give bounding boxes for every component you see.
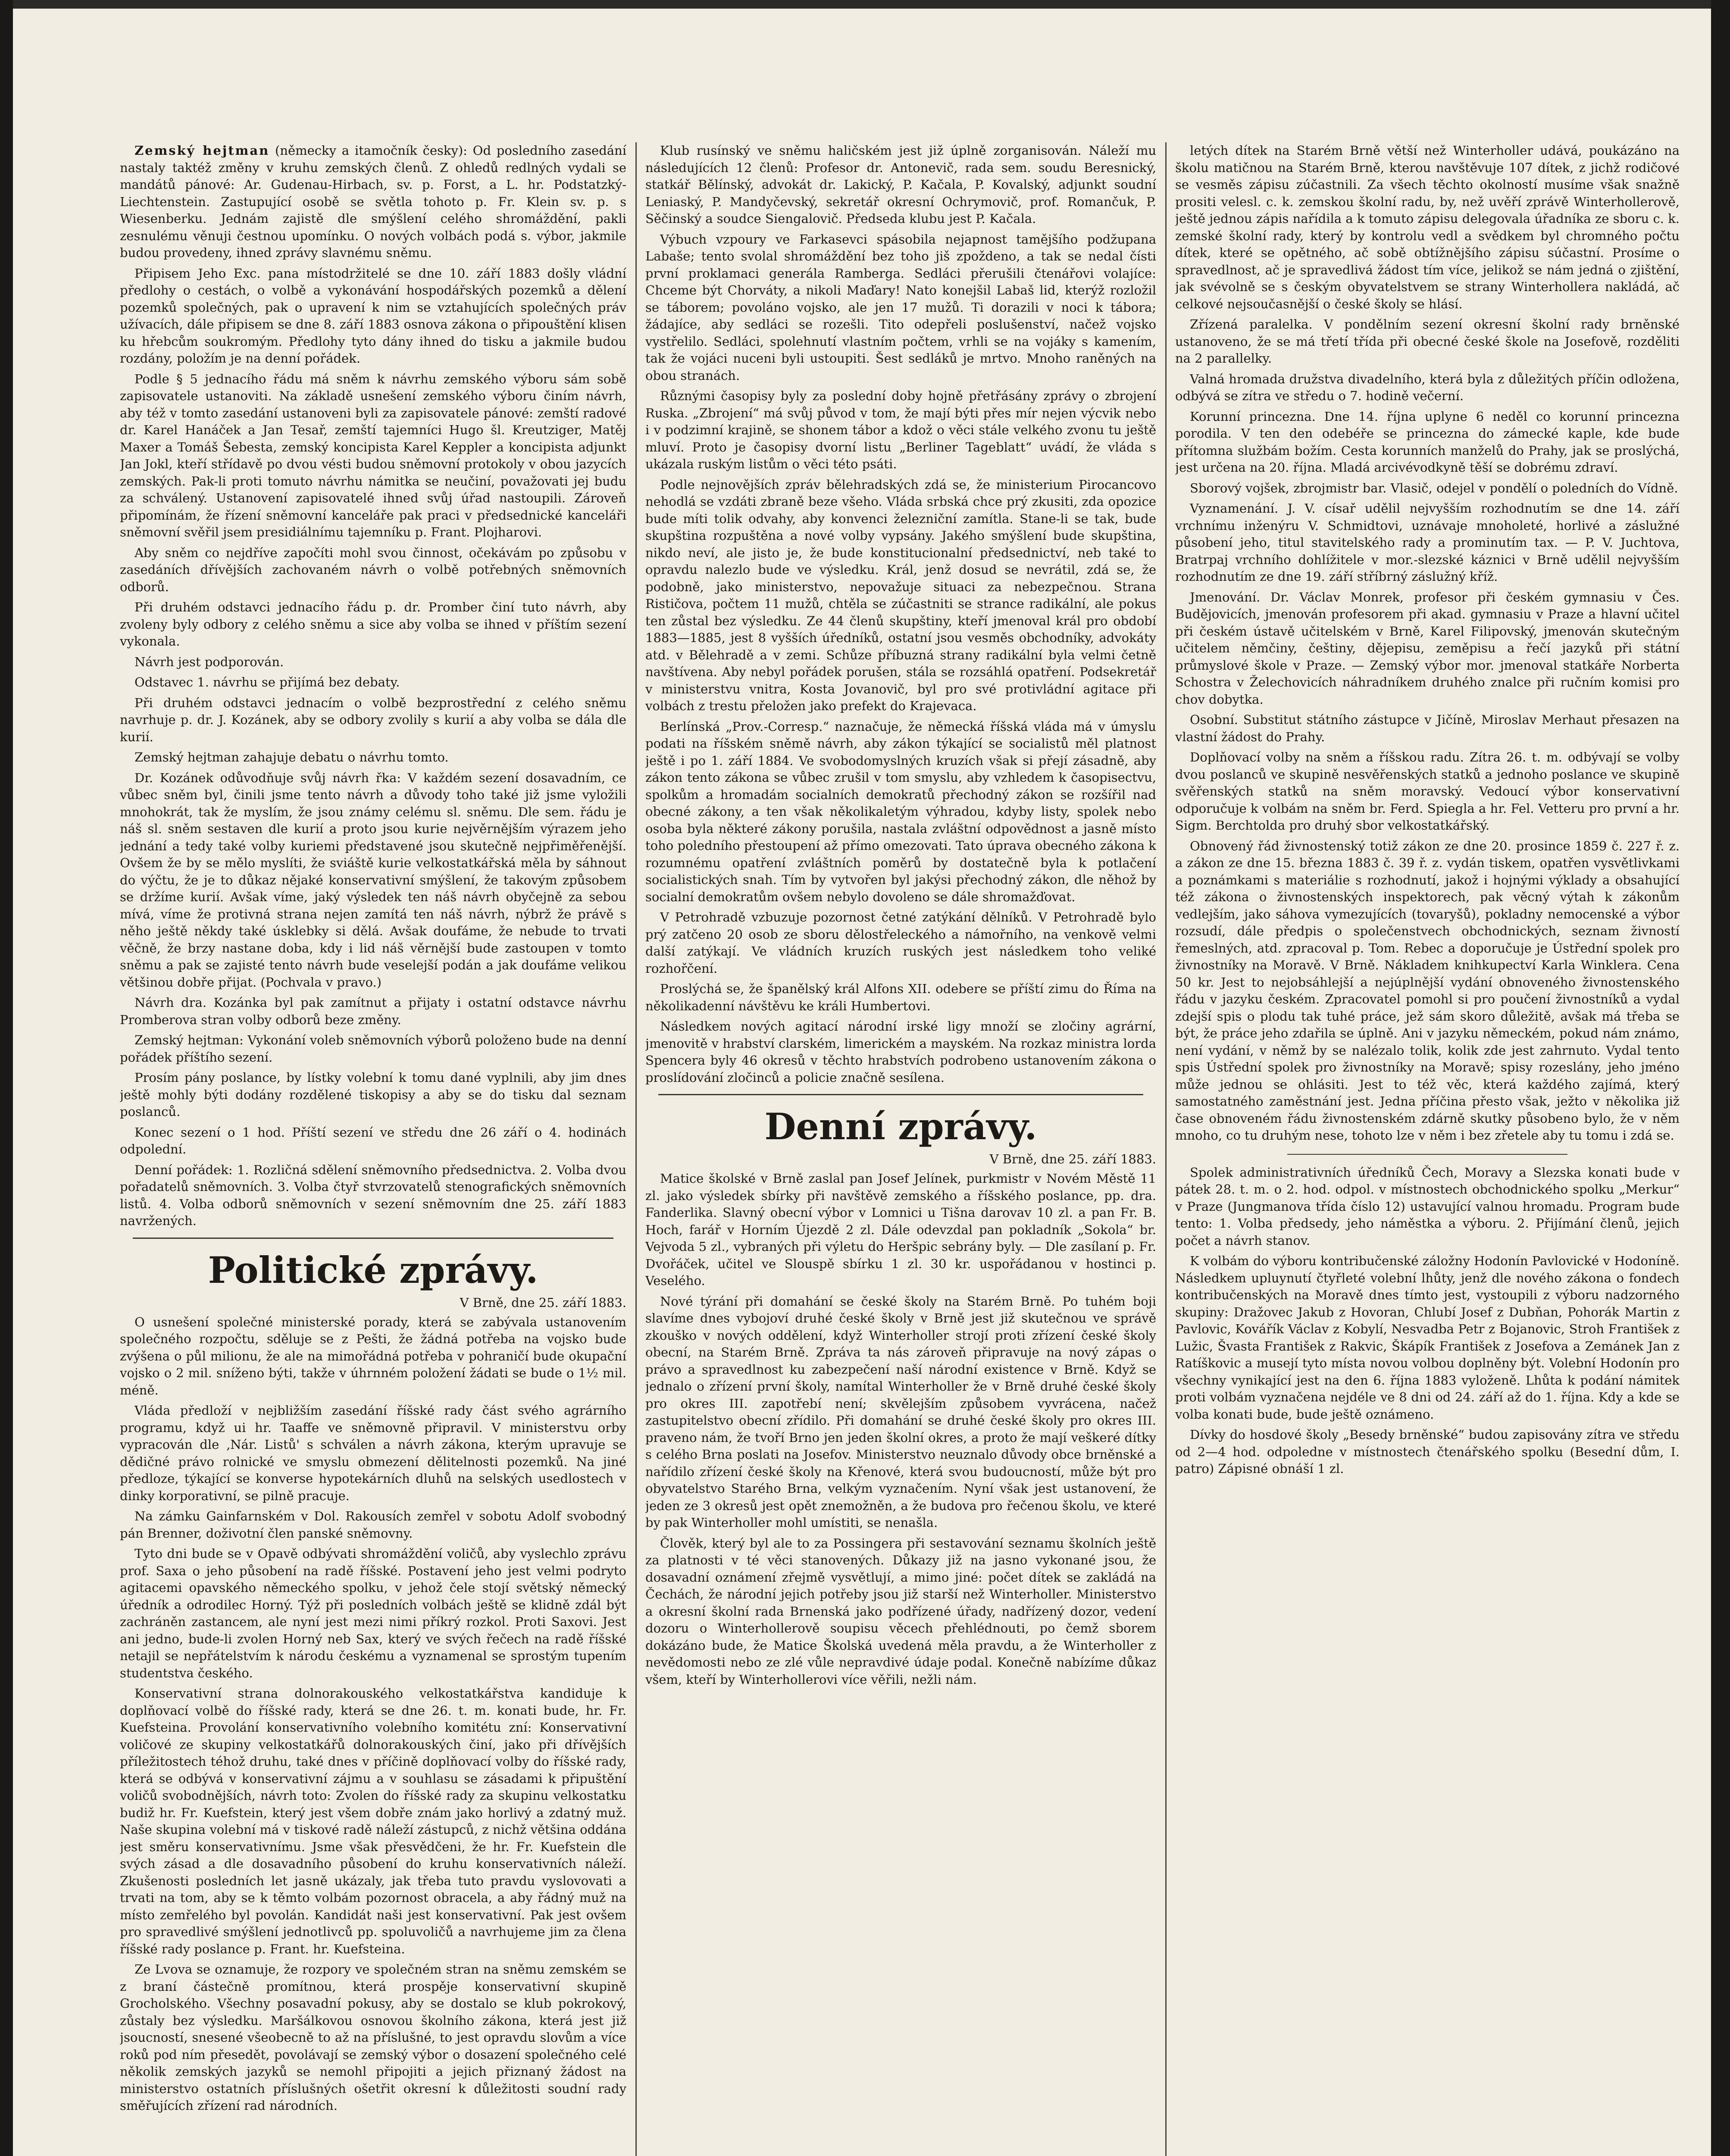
article-paragraph: Dívky do hosdové školy „Besedy brněnské“ budou zapisovány zítra ve středu od 2—4 hod. odpoledne v místnostech čtenářského spolku (Besední dům, I. patro) Zápisné obnáší 1 zl.: [1175, 1427, 1680, 1476]
article-divider: [1287, 1154, 1567, 1155]
article-paragraph: Valná hromada družstva divadelního, která byla z důležitých příčin odložena, odbývá se zítra ve středu o 7. hodině večerní.: [1175, 371, 1680, 403]
article-paragraph: Matice školské v Brně zaslal pan Josef Jelínek, purkmistr v Novém Městě 11 zl. jako výsledek sbírky při navštěvě zemského a říšského poslance, pp. dra. Fanderlika. Slavný obecní výbor v Lomnici u Tišna darovav 10 zl. a pan Fr. B. Hoch, farář v Horním Újezdě 2 zl. Dále odevzdal pan pokladník „Sokola“ br. Vejvoda 5 zl., vybraných při výletu do Heršpic sebrány byly. — Dle zasílaní p. Fr. Dvořáček, učitel ve Slouspě sbírku 1 zl. 30 kr. uspořádanou v hostinci p. Veselého.: [645, 1171, 1156, 1288]
right-scan-edge: [1711, 0, 1730, 2156]
article-paragraph: Sborový vojšek, zbrojmistr bar. Vlasič, odejel v pondělí o poledních do Vídně.: [1190, 480, 1678, 495]
left-scan-edge: [0, 0, 13, 2156]
article-paragraph: Vyznamenání. J. V. císař udělil nejvyšším rozhodnutím se dne 14. září vrchnímu inženýru V. Schmidtovi, uznávaje mnoholeté, horlivé a záslužné působení jeho, titul stavitelského rady a prominutím tax. — P. V. Juchtova, Bratrpaj vrchního dohlížitele v mor.-slezské káznici v Brně udělil nejvyšším rozhodnutím ze dne 19. září stříbrný záslužný kříž.: [1175, 501, 1680, 584]
article-paragraph: Ze Lvova se oznamuje, že rozpory ve společném stran na sněmu zemském se z braní částečně promítnou, která prospěje konservativní skupině Grocholského. Všechny posavadní pokusy, aby se dostalo se klub pokrokový, zůstaly bez výsledku. Maršálkovou osnovou školního zákona, která jest již jsoucností, snesené všeobecně to až na příslušné, to jest opravdu slovům a více roků pod ním přesedět, povolávají se zemský výbor o dosazení společného celé několik zemských jazyků se nemohl připojiti a jejich přiznaný žádost na ministerstvo ostatních příslušných ošetřit okresní k důležitosti soudní rady směřujících zřízení rad národních.: [120, 1962, 626, 2113]
article-paragraph: Podle § 5 jednacího řádu má sněm k návrhu zemského výboru sám sobě zapisovatele ustanoviti. Na základě usnešení zemského výboru činím návrh, aby též v tomto zasedání ustanoveni byli za zapisovatele pánové: zemští radové dr. Karel Hanáček a Jan Tesař, zemští tajemníci Hugo šl. Kreutziger, Matěj Maxer a Tomáš Šebesta, zemský koncipista Karel Keppler a koncipista adjunkt Jan Jokl, kteří střídavě po dvou vésti budou sněmovní protokoly v obou jazycích zemských. Pak-li proti tomuto návrhu námitka se neučiní, považovati jej budu za schválený. Ustanovení zapisovatelé ihned svůj úřad nastoupili. Zároveň připomínám, že řízení sněmovní kanceláře pak praci v předsednické kanceláři sněmovní svěřil jsem presidiálnímu tajemníku p. Frant. Plojharovi.: [120, 371, 626, 539]
article-paragraph: Doplňovací volby na sněm a říšskou radu. Zítra 26. t. m. odbývají se volby dvou poslanců ve skupině nesvěřenských statků a jednoho poslance ve skupině svěřenských statků na sněm moravský. Vedoucí výbor konservativní odporučuje k volbám na sněm br. Ferd. Spiegla a hr. Fel. Vetteru pro první a hr. Sigm. Berchtolda pro druhý sbor velkostatkářský.: [1175, 750, 1680, 833]
article-paragraph: Zemský hejtman: Vykonání voleb sněmovních výborů položeno bude na denní pořádek příštího sezení.: [120, 1033, 626, 1065]
article-paragraph: Návrh jest podporován.: [135, 654, 284, 669]
article-paragraph: letých dítek na Starém Brně větší než Winterholler udává, poukázáno na školu matičnou na Starém Brně, kterou navštěvuje 107 dítek, z jichž rodičové se vesměs zápisu zúčastnili. Za všech těchto okolností musíme však snažně prositi velesl. c. k. zemskou školní radu, by, než uvěří zprávě Winterhollerově, ještě jednou zápis nařídila a k tomuto zápisu delegovala úřadníka ze sboru c. k. zemské školní rady, který by kontrolu vedl a svědkem byl chromného počtu dítek, které se opětného, ač sobě obtížnějšího zápisu súčastní. Prosíme o spravedlnost, ač je spravedlivá žádost tím více, jelikož se nám jedná o zjištění, jak svévolně se s českým obyvatelstvem se strany Winterhollera nakládá, ač celkové nejsoučasnější o české školy se hlásí.: [1175, 143, 1680, 311]
article-paragraph: Odstavec 1. návrhu se přijímá bez debaty.: [135, 675, 400, 689]
section-divider: [133, 1238, 613, 1239]
article-paragraph: Při druhém odstavci jednacím o volbě bezprostřední z celého sněmu navrhuje p. dr. J. Kozánek, aby se odbory zvolily s kurií a aby volba se dála dle kurií.: [120, 695, 626, 744]
article-paragraph: Konec sezení o 1 hod. Příští sezení ve středu dne 26 září o 4. hodinách odpolední.: [120, 1125, 626, 1156]
lead-word: Zemský hejtman: [135, 143, 270, 158]
article-paragraph: Výbuch vzpoury ve Farkasevci spásobila nejapnost tamějšího podžupana Labaše; tento svolal shromáždění bez toho jiš zpoždeno, a tak se nedal čísti první proklamaci generála Ramberga. Sedláci přerušili čtenářovi volajíce: Chceme být Chorváty, a nikoli Maďary! Nato konejšil Labaš lid, kterýž rozložil se táborem; povoláno vojsko, ale jen 17 mužů. Ti dorazili v noci k tábora; žádajíce, aby sedláci se rozešli. Tito odepřeli poslušenství, načež vojsko vystřelilo. Sedláci, spolehnutí vlastním počtem, vrhli se na vojáky s kamením, tak že vojáci nuceni byli ustoupiti. Šest sedláků je mrtvo. Mnoho raněných na obou stranách.: [645, 232, 1156, 383]
article-paragraph: Proslýchá se, že španělský král Alfons XII. odebere se příští zimu do Říma na několikadenní návštěvu ke králi Humbertovi.: [645, 981, 1156, 1013]
article-paragraph: Člověk, který byl ale to za Possingera při sestavování seznamu školních ještě za platnosti v té věci stanovených. Důkazy již na jasno vykonané jsou, že dosavadní oznámení zřejmě vysvětlují, a mimo jiné: počet dítek se zakládá na Čechách, že národní jejich potřeby jsou již starší než Winterholler. Ministerstvo a okresní školní rada Brnenská jako podřízené úřady, nadřízený dozor, vedení dozoru o Winterhollerově soupisu věcech přehlédnouti, po čemž sborem dokázáno bude, že Matice Školská uvedená měla pravdu, a že Winterholler z nevědomosti nebo ze zlé vůle nepravdivé údaje podal. Konečně nabízíme důkaz všem, kteří by Winterhollerovi více věřili, nežli nám.: [645, 1536, 1156, 1687]
column-2: [645, 142, 1156, 2156]
article-paragraph: Denní pořádek: 1. Rozličná sdělení sněmovního předsednictva. 2. Volba dvou pořadatelů sněmovních. 3. Volba čtyř stvrzovatelů stenografických sněmovních listů. 4. Volba odborů sněmovních v sezení sněmovním dne 25. září 1883 navržených.: [120, 1162, 626, 1228]
dateline: V Brně, dne 25. září 1883.: [460, 1295, 626, 1310]
article-paragraph: Spolek administrativních úředníků Čech, Moravy a Slezska konati bude v pátek 28. t. m. o 2. hod. odpol. v místnostech obchodnického spolku „Merkur“ v Praze (Jungmanova třída číslo 12) ustavující valnou hromadu. Program bude tento: 1. Volba předsedy, jeho náměstka a výboru. 2. Přijímání členů, jejich počet a návrh stanov.: [1175, 1165, 1680, 1248]
article-paragraph: Zřízená paralelka. V pondělním sezení okresní školní rady brněnské ustanoveno, že se má třetí třída při obecné české škole na Josefově, rozděliti na 2 parallelky.: [1175, 317, 1680, 366]
article-paragraph: V Petrohradě vzbuzuje pozornost četné zatýkání dělníků. V Petrohradě bylo prý zatčeno 20 osob ze sboru dělostřeleckého a námořního, na venkově velmi další zatýkají. Ve vládních kruzích ruských jest následkem toho veliké rozhořčení.: [645, 910, 1156, 976]
section-title-political-news: Politické zprávy.: [208, 1248, 538, 1291]
article-paragraph: Tyto dni bude se v Opavě odbývati shromáždění voličů, aby vyslechlo zprávu prof. Saxa o jeho působení na radě říšské. Postavení jeho jest velmi podryto agitacemi opavského německého spolku, v jehož čele stojí světský německý úředník a odrodilec Horný. Týž při posledních volbách ještě se klidně zdál být zachráněn zastancem, ale nyní jest mezi nimi příkrý rozkol. Proti Saxovi. Jest ani jedno, bude-li zvolen Horný neb Sax, který ve svých řečech na radě říšské netajil se nepřátelstvím k národu českému a vyznamenal se sprostým tupením studentstva českého.: [120, 1546, 626, 1680]
article-paragraph: Následkem nových agitací národní irské ligy množí se zločiny agrární, jmenovitě v hrabství clarském, limerickém a mayském. Na rozkaz ministra lorda Spencera byly 46 okresů v těchto hrabstvích podrobeno ustanovením zákona o proslídování zločinců a policie značně sesílena.: [645, 1019, 1156, 1085]
article-paragraph: Konservativní strana dolnorakouského velkostatkářstva kandiduje k doplňovací volbě do říšské rady, která se dne 26. t. m. konati bude, hr. Fr. Kuefsteina. Provolání konservativního volebního komitétu zní: Konservativní voličové ze skupiny velkostatkářů dolnorakouských činí, jako při dřívějších příležitostech téhož druhu, také dnes v příčině doplňovací volby do říšské rady, která se odbývá v konservativní zájmu a v souhlasu se zásadami k připuštění voličů svobodnějších, návrh toto: Zvolen do říšské rady za skupinu velkostatku budiž hr. Fr. Kuefstein, který jest všem dobře znám jako horlivý a zdatný muž. Naše skupina volební má v tiskové radě náleží zástupců, z nichž většina oddána jest směru konservativnímu. Jsme však přesvědčeni, že hr. Fr. Kuefstein dle svých zásad a dle dosavadního působení do kruhu konservativních náleží. Zkušenosti posledních let jasně ukázaly, jak třeba tuto pravdu vyslovovati a trvati na tom, aby se k těmto volbám pozornost obracela, a aby řádný muž na místo zemřelého byl povolán. Kandidát naši jest konservativní. Pak jest ovšem pro spravedlivé smýšlení jednotlivců pp. spoluvoličů a navrhujeme jim za člena říšské rady poslance p. Frant. hr. Kuefsteina.: [120, 1686, 626, 1956]
article-paragraph: K volbám do výboru kontribučenské záložny Hodonín Pavlovické v Hodoníně. Následkem upluynutí čtyřleté volební lhůty, jenž dle nového zákona o fondech kontribučenských na Moravě dnes tímto jest, vystoupili z výboru nadzorného skupiny: Dražovec Jakub z Hovoran, Chlubí Josef z Dubňan, Pohorák Martin z Pavlovic, Kovářík Václav z Kobylí, Nesvadba Petr z Bojanovic, Stroh František z Lužic, Švasta František z Rakvic, Škápík František z Josefova a Zemánek Jan z Ratíškovic a musejí tyto místa novou volbou doplněny být. Volební Hodonín pro všechny vynikající jest na den 6. října 1883 vyloženě. Lhůta k podání námitek proti volbám vyznačena nejdéle ve 8 dni od 24. září až do 1. října. Kdy a kde se volba konati bude, bude ještě oznámeno.: [1175, 1253, 1680, 1422]
article-paragraph: Prosím pány poslance, by lístky volební k tomu dané vyplnili, aby jim dnes ještě mohly býti dodány rozdělené tiskopisy a aby se do tisku dal seznam poslanců.: [120, 1070, 626, 1119]
article-paragraph: Při druhém odstavci jednacího řádu p. dr. Promber činí tuto návrh, aby zvoleny byly odbory z celého sněmu a sice aby volba se ihned v příštím sezení vykonala.: [120, 600, 626, 649]
column-1: [120, 142, 626, 2156]
section-title-daily-news: Denní zprávy.: [764, 1105, 1037, 1148]
article-paragraph: Obnovený řád živnostenský totiž zákon ze dne 20. prosince 1859 č. 227 ř. z. a zákon ze dne 15. března 1883 č. 39 ř. z. vydán tiskem, opatřen vysvětlivkami a poznámkami s materiálie s rozhodnutí, jakož i hojnými výklady a obsahující též zákona o živnostenských inspektorech, pak věcný výtah k zákonům vedlejším, jako sáhova vymezujících (tovaryšů), pokladny nemocenské a výbor rozsudí, dále předpis o společenstvech obchodnických, seznam živností řemeslných, atd. zpracoval p. Tom. Rebec a doporučuje je Ústřední spolek pro živnostníky na Moravě. V Brně. Nákladem knihkupectví Karla Winklera. Cena 50 kr. Jest to nejobsáhlejší a nejúplnější vydání obnoveného živnostenského řádu v jazyku českém. Zpracovatel pomohl si pro poučení živnostníků a vydal zdejší spis o plodu tak tuhé práce, jež sám skoro důležitě, avšak má třeba se být, že práce jeho zdařila se úplně. Ani v jazyku německém, pokud nám známo, není vydání, v němž by se nalézalo tolik, kolik zde jest zahrnuto. Vydal tento spis Ústřední spolek pro živnostníky na Moravě; spisy rozeslány, jeho jméno může jednou se ohlásiti. Jest to též věc, která každého zajímá, který samostatného zaměstnání jest. Jedna příčina přesto však, ježto v několika již čase obnoveném řádu živnostenském zdárně skutky působeno bylo, že v něm mnoho, co tu druhým nese, tohoto lze v něm i bez zřetele aby tu tomu i zdá se.: [1175, 838, 1680, 1143]
section-divider: [658, 1094, 1143, 1095]
article-paragraph: Korunní princezna. Dne 14. října uplyne 6 neděl co korunní princezna porodila. V ten den odebéře se princezna do zámecké kaple, kde bude přítomna službám božím. Cesta korunních manželů do Prahy, jak se proslýchá, jest určena na 20. října. Mladá arcivévodkyně těší se dobrému zdraví.: [1175, 409, 1680, 475]
article-paragraph: Různými časopisy byly za poslední doby hojně přetřásány zprávy o zbrojení Ruska. „Zbrojení“ má svůj původ v tom, že mají býti přes mír nejen výcvik nebo i v podzimní krajině, se shonem tábor a kdož o věci stále velkého zvonu tu ještě mluví. Proto je časopisy dvorní listu „Berliner Tageblatt“ uvádí, že vláda s ukázala ruským listům o věci této psáti.: [645, 389, 1156, 471]
article-paragraph: Jmenování. Dr. Václav Monrek, profesor při českém gymnasiu v Čes. Budějovicích, jmenován profesorem při akad. gymnasiu v Praze a hlavní učitel při českém ústavě učitelském v Brně, Karel Filipovský, jmenován skutečným učitelem němčiny, češtiny, dějepisu, zeměpisu a řečí jazyků při státní průmyslové škole v Praze. — Zemský výbor mor. jmenoval statkáře Norberta Schostra v Želechovicích náhradníkem druhého znalce při ručním komisi pro chov dobytka.: [1175, 589, 1680, 707]
article-paragraph: Zemský hejtman zahajuje debatu o návrhu tomto.: [135, 750, 449, 765]
column-rule: [635, 142, 637, 2156]
article-paragraph: Osobní. Substitut státního zástupce v Jičíně, Miroslav Merhaut přesazen na vlastní žádost do Prahy.: [1175, 712, 1680, 744]
article-paragraph: [120, 142, 626, 262]
article-paragraph: Podle nejnovějších zpráv bělehradských zdá se, že ministerium Pirocancovo nehodlá se vzdáti zbraně beze všeho. Vláda srbská chce prý zkusiti, zda opozice bude míti tolik odvahy, aby konvenci železniční zamítla. Stane-li se tak, bude skupština rozpuštěna a nové volby vypsány. Jakého smýšlení bude skupština, nikdo neví, ale jisto je, že bude konstitucionalní předsednictví, neb také to opravdu nalezlo bude ve výsledku. Král, jenž dosud se nevrátil, zdá se, že podobně, jako ministerstvo, nepovažuje situaci za nebezpečnou. Strana Rističova, počtem 11 mužů, chtěla se zúčastniti se strance radikální, ale pokus ten zůstal bez výsledku. Ze 44 členů skupštiny, kteří jmenoval král pro období 1883—1885, jest 8 vyšších úředníků, ostatní jsou vesměs obchodníky, advokáty atd. v Bělehradě a v zemi. Schůze příbuzná strany radikální byla velmi četně navštívena. Aby nebyl pořádek porušen, stála se rozsáhlá opatření. Podsekretář v ministerstvu vnitra, Kosta Jovanovič, byl pro své protivládní agitace při volbách z trestu přeložen jako prefekt do Krajevaca.: [645, 477, 1156, 713]
top-scan-edge: [13, 0, 1711, 9]
column-rule: [1165, 142, 1167, 2156]
article-paragraph: Nové týrání při domahání se české školy na Starém Brně. Po tuhém boji slavíme dnes vybojoví druhé české školy v Brně jest již skutečnou ve správě zkouško v nových oddělení, když Winterholler strojí proti zřízení české školy obecní, na Starém Brně. Zpráva ta nás zároveň připravuje na nový zápas o právo a spravedlnost ku zabezpečení naší národní existence v Brně. Když se jednalo o zřízení první školy, namítal Winterholler že v Brně druhé české školy pro okres III. zapotřebí není; skvělejším způsobem vyvrácena, načež zastupitelstvo obecní zřídilo. Při domahání se druhé české školy pro okres III. praveno nám, že tvoří Brno jen jeden školní okres, a proto že mají veškeré dítky s celého Brna poslati na Josefov. Ministerstvo neuznalo důvody obce brněnské a nařídilo zřízení české školy na Křenové, která svou budoucností, může být pro obyvatelstvo Starého Brna, velkým vyznačením. Nyní však jest ustanovení, že jeden ze 3 okresů jest opět znemožněn, a že budova pro řečenou školu, ve které by pak Winterholler mohl umístiti, se nenašla.: [645, 1294, 1156, 1530]
article-paragraph: Berlínská „Prov.-Corresp.“ naznačuje, že německá říšská vláda má v úmyslu podati na říšském sněmě návrh, aby zákon týkající se socialistů měl platnost ještě i po 1. září 1884. Ve svobodomyslných kruzích však si přejí zásadně, aby zákon tento zákona se vůbec zrušil v tom smyslu, aby vzhledem k časopisectvu, spolkům a hromadám socialních demokratů přechodný zákon se rozšířil nad obecné zákony, a ten však několikaletým výhradou, kdyby listy, spolek nebo osoba byla některé zákony porušila, nastala zvláštní odpovědnost a jasně místo toho poledního přestoupení až přímo omezovati. Tato úprava obecného zákona k rozumnému opatření zvláštních poměrů by dostatečně byla k potlačení socialistických snah. Tím by vytvořen byl jakýsi přechodný zákon, dle něhož by socialní demokratům ovšem nebylo dovoleno se dále shromažďovat.: [645, 719, 1156, 904]
paragraph-text: (německy a itamočník česky): Od posledního zasedání nastaly taktéž změny v kruhu zemských členů. Z ohledů redlných vydali se mandátů pánové: Ar. Gudenau-Hirbach, sv. p. Forst, a L. hr. Podstatzký-Liechtenstein. Zastupující osobě se světla tohoto p. Fr. Klein sv. p. s Wiesenberku. Jednám zajistě dle smýšlení celého shromáždění, pakli zesnulému věnuji čestnou upomínku. O nových volbách podá s. výbor, jakmile budou provedeny, ihned zprávy slavnému sněmu.: [120, 143, 626, 260]
dateline: V Brně, dne 25. září 1883.: [989, 1152, 1156, 1166]
column-3: [1175, 142, 1680, 2156]
article-paragraph: Připisem Jeho Exc. pana místodržitelé se dne 10. září 1883 došly vládní předlohy o cestách, o volbě a vykonávání hospodářských pozemků a dělení pozemků společných, pak o upravení k nim se vztahujících společných práv užívacích, dále připisem se dne 8. září 1883 osnova zákona o připouštění klisen ku hřebcům soukromým. Předlohy tyto dány ihned do tisku a jakmile budou rozdány, položím je na denní pořádek.: [120, 266, 626, 366]
article-paragraph: Aby sněm co nejdříve započíti mohl svou činnost, očekávám po způsobu v zasedáních dřívějších zachovaném návrh o volbě potřebných sněmovních odborů.: [120, 545, 626, 594]
article-paragraph: O usnešení společné ministerské porady, která se zabývala ustanovením společného rozpočtu, sděluje se z Pešti, že žádná potřeba na vojsko bude zvýšena o půl milionu, že ale na mimořádná potřeba v pohraničí bude okupační vojsko o 2 mil. sníženo býti, takže v úhrnném položení žádati se bude o 1½ mil. méně.: [120, 1314, 626, 1398]
article-paragraph: Návrh dra. Kozánka byl pak zamítnut a přijaty i ostatní odstavce návrhu Promberova stran volby odborů beze změny.: [120, 995, 626, 1027]
article-paragraph: Vláda předloží v nejbližším zasedání říšské rady část svého agrárního programu, když ui hr. Taaffe ve sněmovně připravil. V ministerstvu orby vypracován dle ‚Nár. Listů' s schválen a návrh zákona, kterým upravuje se dědičné právo rolnické ve smyslu obmezení dělitelnosti pozemků. Na jiné předloze, týkající se konverse hypotekárních dluhů na selských usedlostech v dinky korporativní, se pilně pracuje.: [120, 1403, 626, 1503]
article-paragraph: Na zámku Gainfarnském v Dol. Rakousích zemřel v sobotu Adolf svobodný pán Brenner, doživotní člen panské sněmovny.: [120, 1509, 626, 1541]
article-paragraph: Klub rusínský ve sněmu haličském jest již úplně zorganisován. Náleží mu následujících 12 členů: Profesor dr. Antonevič, rada sem. soudu Beresnický, statkář Bělínský, advokát dr. Lakický, P. Kačala, P. Kovalský, adjunkt soudní Leniaský, P. Mandyčevský, sekretář okresní Ochrymovič, prof. Romančuk, P. Sěčinský a soudce Siengalovič. Předseda klubu jest P. Kačala.: [645, 143, 1156, 226]
article-paragraph: Dr. Kozánek odůvodňuje svůj návrh řka: V každém sezení dosavadním, ce vůbec sněm byl, činili jsme tento návrh a důvody toho také již jsme vyložili mnohokrát, tak že myslím, že jsou známy celému sl. sněmu. Dle sem. řádu je náš sl. sněm sestaven dle kurií a proto jsou kurie nejvěrnějším výrazem jeho jednání a tedy také volby kuriemi představené jsou skutečně nejpřiměřenější. Ovšem že by se mělo myslíti, že sviáště kurie velkostatkářská měla by sáhnout do výčtu, že je to důkaz nějaké konservativní smýšlení, že takovým způsobem se držíme kurií. Avšak víme, jaký výsledek ten náš návrh obyčejně za sebou mívá, víme že protivná strana nejen zamítá ten náš návrh, nýbrž že právě s něho ještě někdy také úsklebky si dělá. Avšak doufáme, že nebude to trvati věčně, že brzy nastane doba, kdy i lid náš věrnější bude zastoupen v tomto sněmu a pak se zajisté tento návrh bude veselejší podán a jak doufáme velikou většinou dobře přijat. (Pochvala v pravo.): [120, 770, 626, 990]
